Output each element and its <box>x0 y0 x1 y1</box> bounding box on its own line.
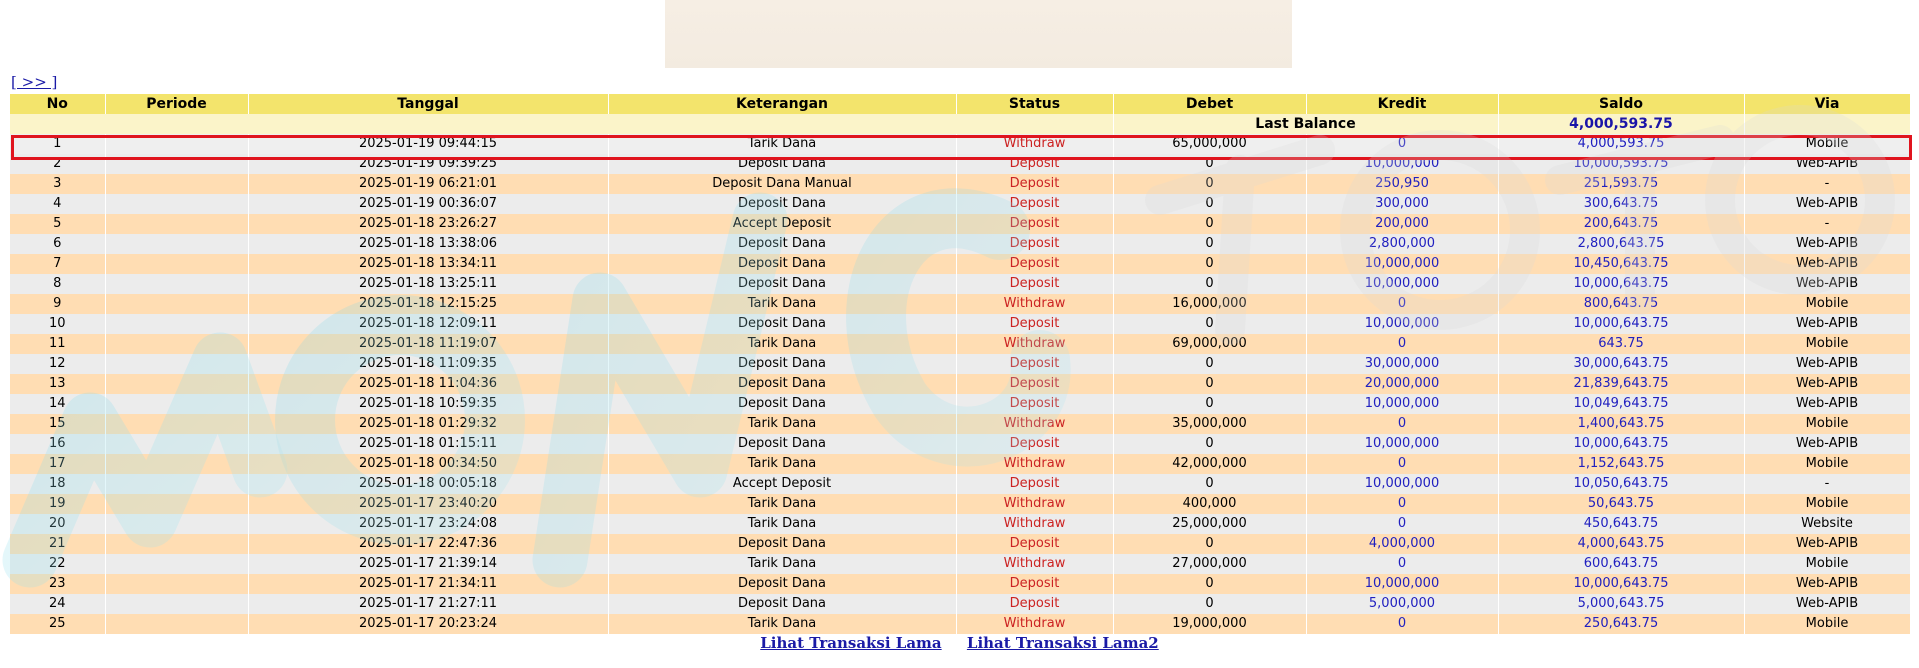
cell-tanggal: 2025-01-18 00:05:18 <box>248 474 608 494</box>
cell-debet: 0 <box>1113 174 1306 194</box>
cell-tanggal: 2025-01-18 01:15:11 <box>248 434 608 454</box>
cell-no: 4 <box>10 194 105 214</box>
cell-no: 11 <box>10 334 105 354</box>
table-row <box>10 294 1910 314</box>
cell-status: Deposit <box>956 354 1113 374</box>
cell-kredit: 30,000,000 <box>1306 354 1498 374</box>
cell-debet: 400,000 <box>1113 494 1306 514</box>
cell-saldo: 300,643.75 <box>1498 194 1744 214</box>
cell-status: Withdraw <box>956 554 1113 574</box>
cell-debet: 65,000,000 <box>1113 134 1306 154</box>
cell-kredit: 0 <box>1306 514 1498 534</box>
cell-saldo: 4,000,643.75 <box>1498 534 1744 554</box>
cell-kredit: 0 <box>1306 454 1498 474</box>
cell-no: 22 <box>10 554 105 574</box>
cell-keterangan: Deposit Dana Manual <box>608 174 956 194</box>
cell-keterangan: Tarik Dana <box>608 334 956 354</box>
cell-status: Withdraw <box>956 494 1113 514</box>
cell-tanggal: 2025-01-18 11:09:35 <box>248 354 608 374</box>
footer-links <box>0 634 1919 652</box>
cell-kredit: 0 <box>1306 134 1498 154</box>
cell-saldo: 2,800,643.75 <box>1498 234 1744 254</box>
cell-status: Withdraw <box>956 134 1113 154</box>
cell-kredit: 10,000,000 <box>1306 154 1498 174</box>
cell-debet: 0 <box>1113 154 1306 174</box>
cell-kredit: 250,950 <box>1306 174 1498 194</box>
cell-periode <box>105 334 248 354</box>
cell-periode <box>105 594 248 614</box>
cell-status: Deposit <box>956 234 1113 254</box>
cell-keterangan: Tarik Dana <box>608 514 956 534</box>
cell-saldo: 10,000,643.75 <box>1498 434 1744 454</box>
cell-status: Deposit <box>956 374 1113 394</box>
cell-keterangan: Tarik Dana <box>608 134 956 154</box>
cell-periode <box>105 194 248 214</box>
cell-status: Deposit <box>956 534 1113 554</box>
cell-no: 3 <box>10 174 105 194</box>
next-page-link[interactable]: [ >> ] <box>11 73 58 91</box>
last-balance-value: 4,000,593.75 <box>1498 114 1744 134</box>
cell-via: Mobile <box>1744 494 1910 514</box>
cell-tanggal: 2025-01-18 11:19:07 <box>248 334 608 354</box>
table-row <box>10 614 1910 634</box>
cell-saldo: 600,643.75 <box>1498 554 1744 574</box>
cell-keterangan: Deposit Dana <box>608 374 956 394</box>
cell-kredit: 0 <box>1306 494 1498 514</box>
table-row <box>10 414 1910 434</box>
cell-status: Deposit <box>956 214 1113 234</box>
cell-no: 24 <box>10 594 105 614</box>
cell-saldo: 643.75 <box>1498 334 1744 354</box>
cell-periode <box>105 254 248 274</box>
cell-tanggal: 2025-01-19 06:21:01 <box>248 174 608 194</box>
table-row <box>10 494 1910 514</box>
cell-tanggal: 2025-01-18 00:34:50 <box>248 454 608 474</box>
col-header-kredit: Kredit <box>1306 94 1498 114</box>
cell-saldo: 800,643.75 <box>1498 294 1744 314</box>
table-row <box>10 134 1910 154</box>
cell-debet: 0 <box>1113 214 1306 234</box>
cell-kredit: 5,000,000 <box>1306 594 1498 614</box>
cell-periode <box>105 154 248 174</box>
cell-tanggal: 2025-01-17 21:27:11 <box>248 594 608 614</box>
cell-status: Deposit <box>956 474 1113 494</box>
cell-tanggal: 2025-01-18 13:25:11 <box>248 274 608 294</box>
cell-via: - <box>1744 474 1910 494</box>
cell-kredit: 0 <box>1306 614 1498 634</box>
table-row <box>10 214 1910 234</box>
cell-no: 5 <box>10 214 105 234</box>
cell-tanggal: 2025-01-19 09:39:25 <box>248 154 608 174</box>
cell-keterangan: Tarik Dana <box>608 454 956 474</box>
cell-debet: 0 <box>1113 234 1306 254</box>
cell-debet: 0 <box>1113 594 1306 614</box>
cell-debet: 0 <box>1113 574 1306 594</box>
cell-saldo: 10,000,643.75 <box>1498 574 1744 594</box>
table-row <box>10 254 1910 274</box>
cell-via: Mobile <box>1744 294 1910 314</box>
cell-tanggal: 2025-01-19 09:44:15 <box>248 134 608 154</box>
cell-periode <box>105 554 248 574</box>
cell-periode <box>105 494 248 514</box>
cell-debet: 19,000,000 <box>1113 614 1306 634</box>
cell-saldo: 4,000,593.75 <box>1498 134 1744 154</box>
cell-debet: 69,000,000 <box>1113 334 1306 354</box>
cell-periode <box>105 274 248 294</box>
cell-no: 7 <box>10 254 105 274</box>
cell-tanggal: 2025-01-18 12:15:25 <box>248 294 608 314</box>
cell-saldo: 10,049,643.75 <box>1498 394 1744 414</box>
cell-saldo: 1,152,643.75 <box>1498 454 1744 474</box>
cell-status: Deposit <box>956 314 1113 334</box>
cell-no: 23 <box>10 574 105 594</box>
cell-status: Deposit <box>956 254 1113 274</box>
table-header-row <box>10 94 1910 114</box>
cell-no: 2 <box>10 154 105 174</box>
transaction-table <box>10 94 1911 634</box>
cell-kredit: 200,000 <box>1306 214 1498 234</box>
cell-kredit: 10,000,000 <box>1306 274 1498 294</box>
table-row <box>10 474 1910 494</box>
cell-no: 10 <box>10 314 105 334</box>
cell-via: Mobile <box>1744 414 1910 434</box>
cell-kredit: 10,000,000 <box>1306 574 1498 594</box>
cell-no: 14 <box>10 394 105 414</box>
cell-kredit: 10,000,000 <box>1306 394 1498 414</box>
cell-keterangan: Tarik Dana <box>608 414 956 434</box>
cell-periode <box>105 374 248 394</box>
cell-keterangan: Deposit Dana <box>608 574 956 594</box>
cell-keterangan: Accept Deposit <box>608 214 956 234</box>
cell-kredit: 20,000,000 <box>1306 374 1498 394</box>
cell-debet: 42,000,000 <box>1113 454 1306 474</box>
cell-no: 8 <box>10 274 105 294</box>
cell-debet: 0 <box>1113 374 1306 394</box>
col-header-status: Status <box>956 94 1113 114</box>
cell-kredit: 0 <box>1306 414 1498 434</box>
cell-tanggal: 2025-01-18 10:59:35 <box>248 394 608 414</box>
cell-via: Mobile <box>1744 454 1910 474</box>
cell-via: Web-APIB <box>1744 154 1910 174</box>
cell-keterangan: Tarik Dana <box>608 614 956 634</box>
cell-saldo: 21,839,643.75 <box>1498 374 1744 394</box>
cell-saldo: 10,450,643.75 <box>1498 254 1744 274</box>
cell-status: Deposit <box>956 274 1113 294</box>
cell-debet: 0 <box>1113 314 1306 334</box>
cell-tanggal: 2025-01-17 20:23:24 <box>248 614 608 634</box>
cell-keterangan: Deposit Dana <box>608 434 956 454</box>
cell-via: Web-APIB <box>1744 274 1910 294</box>
cell-saldo: 251,593.75 <box>1498 174 1744 194</box>
cell-no: 18 <box>10 474 105 494</box>
cell-keterangan: Deposit Dana <box>608 534 956 554</box>
table-row <box>10 174 1910 194</box>
table-row <box>10 234 1910 254</box>
table-row <box>10 354 1910 374</box>
cell-periode <box>105 214 248 234</box>
cell-tanggal: 2025-01-18 01:29:32 <box>248 414 608 434</box>
cell-via: Web-APIB <box>1744 534 1910 554</box>
cell-kredit: 0 <box>1306 294 1498 314</box>
cell-via: - <box>1744 214 1910 234</box>
cell-periode <box>105 354 248 374</box>
cell-saldo: 50,643.75 <box>1498 494 1744 514</box>
cell-status: Withdraw <box>956 514 1113 534</box>
cell-no: 6 <box>10 234 105 254</box>
cell-keterangan: Deposit Dana <box>608 314 956 334</box>
cell-keterangan: Deposit Dana <box>608 154 956 174</box>
cell-debet: 0 <box>1113 434 1306 454</box>
table-row <box>10 194 1910 214</box>
cell-saldo: 5,000,643.75 <box>1498 594 1744 614</box>
cell-keterangan: Deposit Dana <box>608 394 956 414</box>
cell-status: Deposit <box>956 594 1113 614</box>
cell-no: 20 <box>10 514 105 534</box>
cell-periode <box>105 234 248 254</box>
cell-saldo: 10,000,593.75 <box>1498 154 1744 174</box>
cell-status: Deposit <box>956 434 1113 454</box>
cell-debet: 0 <box>1113 274 1306 294</box>
table-row <box>10 374 1910 394</box>
top-banner <box>665 0 1292 68</box>
cell-periode <box>105 174 248 194</box>
cell-periode <box>105 314 248 334</box>
cell-tanggal: 2025-01-18 12:09:11 <box>248 314 608 334</box>
cell-kredit: 0 <box>1306 554 1498 574</box>
cell-periode <box>105 294 248 314</box>
table-row <box>10 434 1910 454</box>
table-row <box>10 154 1910 174</box>
cell-keterangan: Deposit Dana <box>608 194 956 214</box>
table-row <box>10 594 1910 614</box>
cell-kredit: 10,000,000 <box>1306 474 1498 494</box>
cell-saldo: 450,643.75 <box>1498 514 1744 534</box>
cell-via: Mobile <box>1744 134 1910 154</box>
cell-debet: 35,000,000 <box>1113 414 1306 434</box>
table-row <box>10 274 1910 294</box>
cell-debet: 0 <box>1113 254 1306 274</box>
cell-debet: 27,000,000 <box>1113 554 1306 574</box>
cell-saldo: 250,643.75 <box>1498 614 1744 634</box>
cell-via: - <box>1744 174 1910 194</box>
cell-periode <box>105 574 248 594</box>
cell-debet: 0 <box>1113 474 1306 494</box>
cell-keterangan: Tarik Dana <box>608 554 956 574</box>
cell-status: Deposit <box>956 194 1113 214</box>
cell-periode <box>105 514 248 534</box>
cell-debet: 16,000,000 <box>1113 294 1306 314</box>
cell-tanggal: 2025-01-17 22:47:36 <box>248 534 608 554</box>
cell-no: 1 <box>10 134 105 154</box>
table-row <box>10 314 1910 334</box>
cell-debet: 25,000,000 <box>1113 514 1306 534</box>
col-header-saldo: Saldo <box>1498 94 1744 114</box>
cell-kredit: 10,000,000 <box>1306 434 1498 454</box>
cell-periode <box>105 434 248 454</box>
cell-periode <box>105 454 248 474</box>
cell-via: Web-APIB <box>1744 574 1910 594</box>
cell-tanggal: 2025-01-17 21:39:14 <box>248 554 608 574</box>
cell-no: 25 <box>10 614 105 634</box>
cell-via: Web-APIB <box>1744 354 1910 374</box>
table-row <box>10 514 1910 534</box>
last-balance-row <box>10 114 1910 134</box>
cell-via: Web-APIB <box>1744 374 1910 394</box>
cell-keterangan: Deposit Dana <box>608 594 956 614</box>
cell-via: Mobile <box>1744 554 1910 574</box>
cell-status: Withdraw <box>956 414 1113 434</box>
cell-tanggal: 2025-01-17 23:40:20 <box>248 494 608 514</box>
cell-via: Web-APIB <box>1744 254 1910 274</box>
cell-no: 21 <box>10 534 105 554</box>
cell-via: Mobile <box>1744 614 1910 634</box>
cell-via: Web-APIB <box>1744 194 1910 214</box>
cell-kredit: 300,000 <box>1306 194 1498 214</box>
table-row <box>10 534 1910 554</box>
table-row <box>10 574 1910 594</box>
cell-debet: 0 <box>1113 394 1306 414</box>
cell-no: 17 <box>10 454 105 474</box>
cell-keterangan: Tarik Dana <box>608 494 956 514</box>
cell-saldo: 1,400,643.75 <box>1498 414 1744 434</box>
cell-tanggal: 2025-01-17 21:34:11 <box>248 574 608 594</box>
cell-keterangan: Deposit Dana <box>608 354 956 374</box>
col-header-periode: Periode <box>105 94 248 114</box>
cell-kredit: 10,000,000 <box>1306 314 1498 334</box>
cell-tanggal: 2025-01-18 13:34:11 <box>248 254 608 274</box>
cell-kredit: 10,000,000 <box>1306 254 1498 274</box>
cell-periode <box>105 474 248 494</box>
cell-via: Web-APIB <box>1744 394 1910 414</box>
last-balance-label: Last Balance <box>1113 114 1498 134</box>
cell-via: Web-APIB <box>1744 314 1910 334</box>
cell-saldo: 10,000,643.75 <box>1498 314 1744 334</box>
cell-via: Web-APIB <box>1744 594 1910 614</box>
cell-tanggal: 2025-01-18 11:04:36 <box>248 374 608 394</box>
cell-saldo: 10,000,643.75 <box>1498 274 1744 294</box>
cell-tanggal: 2025-01-18 13:38:06 <box>248 234 608 254</box>
cell-debet: 0 <box>1113 194 1306 214</box>
cell-status: Withdraw <box>956 294 1113 314</box>
cell-debet: 0 <box>1113 534 1306 554</box>
cell-no: 13 <box>10 374 105 394</box>
cell-status: Withdraw <box>956 334 1113 354</box>
cell-via: Website <box>1744 514 1910 534</box>
cell-no: 15 <box>10 414 105 434</box>
table-row <box>10 554 1910 574</box>
cell-kredit: 0 <box>1306 334 1498 354</box>
cell-via: Web-APIB <box>1744 434 1910 454</box>
col-header-tanggal: Tanggal <box>248 94 608 114</box>
cell-saldo: 10,050,643.75 <box>1498 474 1744 494</box>
cell-no: 9 <box>10 294 105 314</box>
cell-status: Deposit <box>956 394 1113 414</box>
cell-periode <box>105 134 248 154</box>
cell-saldo: 30,000,643.75 <box>1498 354 1744 374</box>
cell-tanggal: 2025-01-18 23:26:27 <box>248 214 608 234</box>
cell-no: 12 <box>10 354 105 374</box>
old-transactions-link[interactable]: Lihat Transaksi Lama <box>760 634 942 652</box>
cell-periode <box>105 414 248 434</box>
old-transactions-link-2[interactable]: Lihat Transaksi Lama2 <box>966 634 1159 652</box>
cell-status: Withdraw <box>956 614 1113 634</box>
cell-periode <box>105 534 248 554</box>
cell-saldo: 200,643.75 <box>1498 214 1744 234</box>
cell-debet: 0 <box>1113 354 1306 374</box>
cell-keterangan: Deposit Dana <box>608 254 956 274</box>
cell-periode <box>105 614 248 634</box>
table-row <box>10 454 1910 474</box>
col-header-no: No <box>10 94 105 114</box>
col-header-debet: Debet <box>1113 94 1306 114</box>
cell-status: Deposit <box>956 174 1113 194</box>
col-header-via: Via <box>1744 94 1910 114</box>
cell-tanggal: 2025-01-17 23:24:08 <box>248 514 608 534</box>
cell-no: 19 <box>10 494 105 514</box>
cell-via: Web-APIB <box>1744 234 1910 254</box>
cell-status: Deposit <box>956 154 1113 174</box>
cell-keterangan: Tarik Dana <box>608 294 956 314</box>
table-row <box>10 334 1910 354</box>
cell-keterangan: Deposit Dana <box>608 234 956 254</box>
cell-status: Deposit <box>956 574 1113 594</box>
cell-via: Mobile <box>1744 334 1910 354</box>
cell-keterangan: Deposit Dana <box>608 274 956 294</box>
cell-kredit: 4,000,000 <box>1306 534 1498 554</box>
col-header-keterangan: Keterangan <box>608 94 956 114</box>
cell-tanggal: 2025-01-19 00:36:07 <box>248 194 608 214</box>
cell-periode <box>105 394 248 414</box>
table-row <box>10 394 1910 414</box>
cell-kredit: 2,800,000 <box>1306 234 1498 254</box>
cell-no: 16 <box>10 434 105 454</box>
cell-status: Withdraw <box>956 454 1113 474</box>
cell-keterangan: Accept Deposit <box>608 474 956 494</box>
